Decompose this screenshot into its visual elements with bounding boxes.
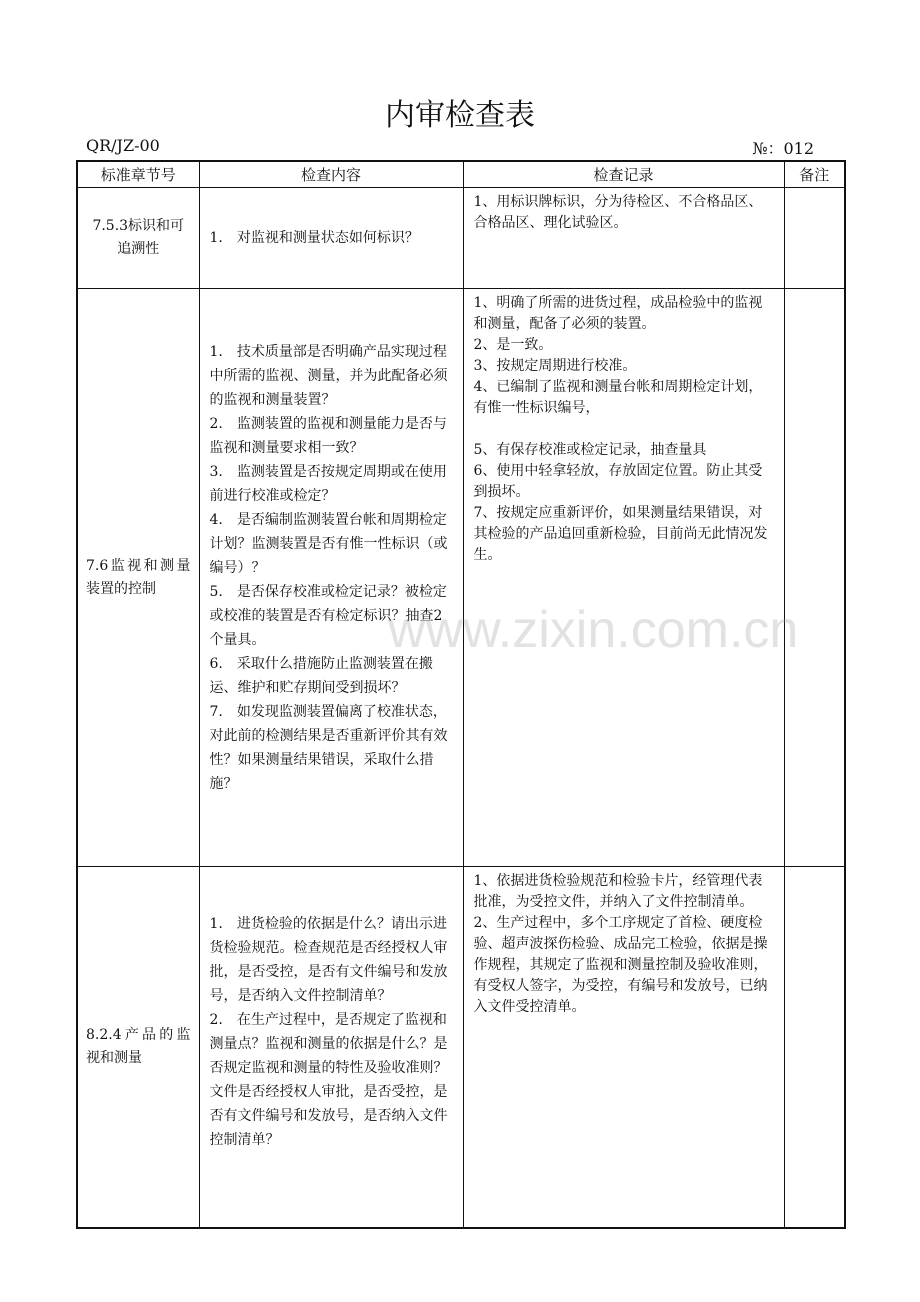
record-cell xyxy=(463,188,784,289)
record-item: 3、按规定周期进行校准。 xyxy=(473,358,637,374)
question-item: 1. 进货检验的依据是什么？请出示进货检验规范。检查规范是否经授权人审批，是否受控，是否有文件编号和发放号，是否纳入文件控制清单？ xyxy=(209,915,448,1004)
record-item: 2、是一致。 xyxy=(473,337,553,353)
table-row xyxy=(77,188,845,289)
section-cell: 8.2.4产品的监视和测量 xyxy=(77,867,199,1228)
question-item: 1. 技术质量部是否明确产品实现过程中所需的监视、测量，并为此配备必须的监视和测量装置？ xyxy=(209,343,448,408)
record-item: 1、依据进货检验规范和检验卡片，经管理代表批准，为受控文件，并纳入了文件控制清单。 xyxy=(473,873,763,910)
record-item: 7、按规定应重新评价，如果测量结果错误，对其检验的产品追回重新检验，目前尚无此情况发生。 xyxy=(473,505,768,563)
remark-cell xyxy=(784,867,845,1228)
record-item: 1、明确了所需的进货过程，成品检验中的监视和测量，配备了必须的装置。 xyxy=(473,295,763,332)
remark-cell xyxy=(784,188,845,289)
question-item: 2. 监测装置的监视和测量能力是否与监视和测量要求相一致？ xyxy=(209,415,447,456)
header-remark: 备注 xyxy=(784,161,845,188)
record-item: 5、有保存校准或检定记录，抽查量具 xyxy=(473,442,707,458)
table-row xyxy=(77,289,845,867)
table-row xyxy=(77,867,845,1228)
remark-cell xyxy=(784,289,845,867)
header-record: 检查记录 xyxy=(463,161,784,188)
watermark: www.zixin.com.cn xyxy=(388,601,799,659)
page-title: 内审检查表 xyxy=(385,98,535,133)
header-row xyxy=(77,161,845,188)
question-item: 5. 是否保存校准或检定记录？被检定或校准的装置是否有检定标识？抽查2个量具。 xyxy=(209,583,447,648)
header-section: 标准章节号 xyxy=(77,161,199,188)
record-item: 4、已编制了监视和测量台帐和周期检定计划，有惟一性标识编号， xyxy=(473,379,763,416)
header-content: 检查内容 xyxy=(199,161,463,188)
question-item: 1. 对监视和测量状态如何标识？ xyxy=(209,230,419,246)
record-item: 1、用标识牌标识，分为待检区、不合格品区、合格品区、理化试验区。 xyxy=(473,194,763,231)
question-item: 4. 是否编制监测装置台帐和周期检定计划？监测装置是否有惟一性标识（或编号）？ xyxy=(209,511,448,576)
record-cell xyxy=(463,867,784,1228)
question-item: 2. 在生产过程中，是否规定了监视和测量点？监视和测量的依据是什么？是否规定监视和测量的特性及验收准则？文件是否经授权人审批，是否受控，是否有文件编号和发放号，是否纳入文件控制清单？ xyxy=(209,1011,448,1148)
audit-checklist-table xyxy=(76,160,846,1229)
record-cell xyxy=(463,289,784,867)
question-cell xyxy=(199,867,463,1228)
question-cell xyxy=(199,188,463,289)
record-item: 6、使用中轻拿轻放，存放固定位置。防止其受到损坏。 xyxy=(473,463,763,500)
question-item: 7. 如发现监测装置偏离了校准状态，对此前的检测结果是否重新评价其有效性？如果测量结果错误，采取什么措施？ xyxy=(209,703,448,792)
section-cell: 7.6监视和测量装置的控制 xyxy=(77,289,199,867)
question-item: 6. 采取什么措施防止监测装置在搬运、维护和贮存期间受到损坏？ xyxy=(209,655,433,696)
question-cell xyxy=(199,289,463,867)
section-cell: 7.5.3标识和可追溯性 xyxy=(77,188,199,289)
document-number: №：012 xyxy=(752,139,814,158)
document-code: QR/JZ-00 xyxy=(86,136,160,155)
question-item: 3. 监测装置是否按规定周期或在使用前进行校准或检定？ xyxy=(209,463,447,504)
record-item: 2、生产过程中，多个工序规定了首检、硬度检验、超声波探伤检验、成品完工检验，依据是操作规程，其规定了监视和测量控制及验收准则，有受权人签字，为受控，有编号和发放号，已纳入文件受控清单。 xyxy=(473,915,768,1015)
